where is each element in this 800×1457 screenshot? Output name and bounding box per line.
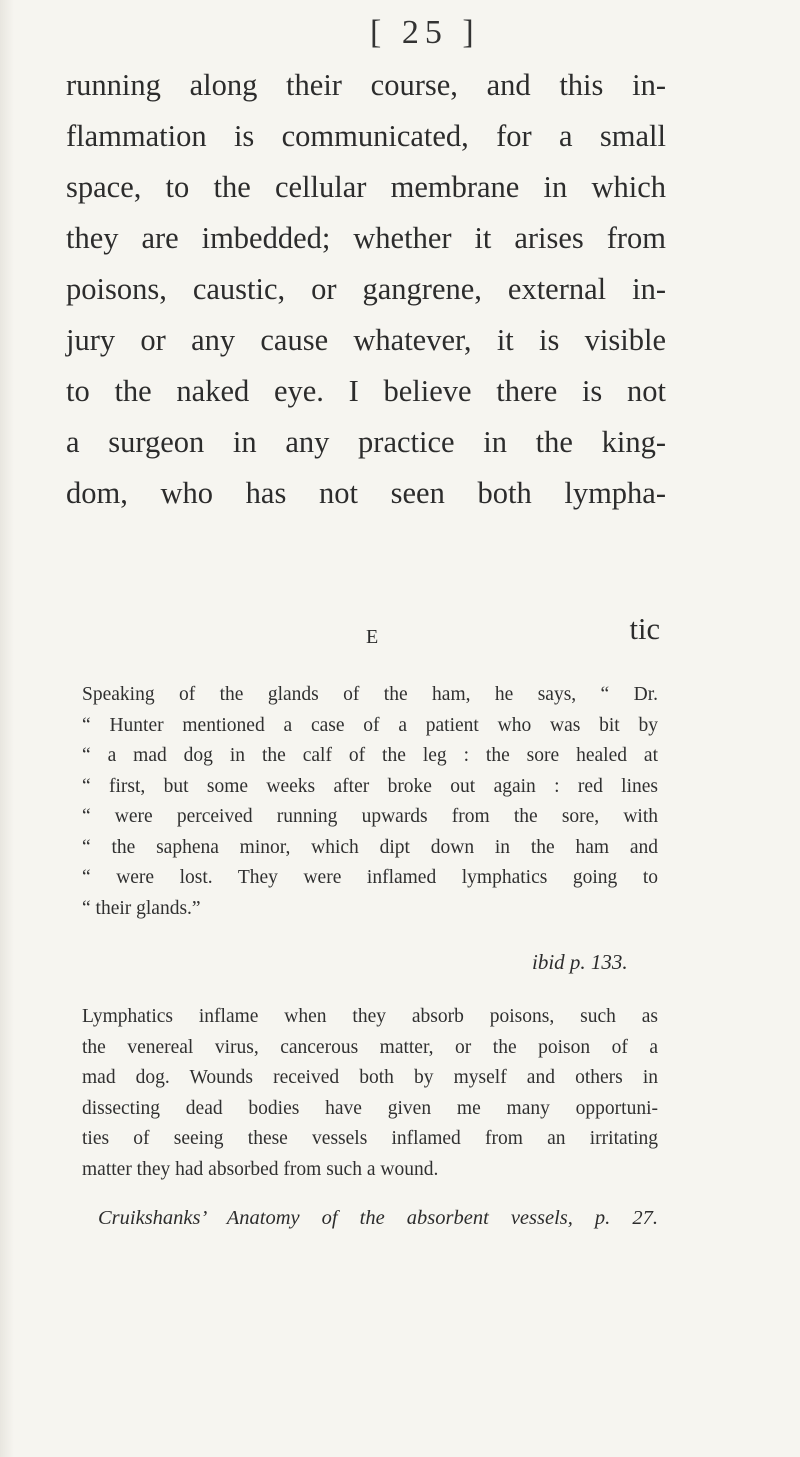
main-text-line: they are imbedded; whether it arises from [66, 221, 666, 255]
footnote-line: “ were lost. They were inflamed lymphatics going to [82, 867, 658, 888]
catch-line [66, 612, 666, 663]
footnote-line: Lymphatics inflame when they absorb poisons, such as [82, 1006, 658, 1027]
footnote-line: matter they had absorbed from such a wound. [82, 1158, 439, 1180]
footnote-line: dissecting dead bodies have given me many opportuni- [82, 1097, 658, 1119]
footnote-line: “ first, but some weeks after broke out again : red lines [82, 775, 658, 797]
footnote-2-reference: Cruikshanks’ Anatomy of the absorbent vessels, p. 27. [98, 1207, 658, 1229]
footnote-line: mad dog. Wounds received both by myself and others in [82, 1067, 658, 1088]
footnote-line: ties of seeing these vessels inflamed from an irritating [82, 1128, 658, 1149]
footnote-line: “ Hunter mentioned a case of a patient who was bit by [82, 714, 658, 736]
signature-mark: E [366, 626, 380, 648]
main-text-line: a surgeon in any practice in the king- [66, 425, 666, 459]
main-text-line: jury or any cause whatever, it is visible [66, 323, 666, 357]
main-text-line: space, to the cellular membrane in which [66, 170, 666, 204]
footnote-line: “ were perceived running upwards from the sore, with [82, 806, 658, 827]
page-number: [ 25 ] [370, 14, 480, 51]
footnote-1-reference: ibid p. 133. [532, 950, 628, 974]
main-text-line: flammation is communicated, for a small [66, 119, 666, 153]
footnote-line: “ their glands.” [82, 897, 201, 919]
footnote-1 [82, 680, 658, 924]
main-paragraph [66, 60, 666, 519]
main-text-line: dom, who has not seen both lympha- [66, 476, 666, 510]
catchword: tic [629, 612, 660, 646]
footnote-line: “ a mad dog in the calf of the leg : the sore healed at [82, 745, 658, 766]
page-edge-shadow [0, 0, 14, 1457]
footnote-line: “ the saphena minor, which dipt down in the ham and [82, 836, 658, 858]
footnote-line: the venereal virus, cancerous matter, or the poison of a [82, 1036, 658, 1058]
footnote-line: Speaking of the glands of the ham, he says, “ Dr. [82, 684, 658, 705]
main-text-line: to the naked eye. I believe there is not [66, 374, 666, 408]
footnote-2 [82, 1002, 658, 1185]
main-text-line: poisons, caustic, or gangrene, external in- [66, 272, 666, 306]
main-text-line: running along their course, and this in- [66, 68, 666, 102]
